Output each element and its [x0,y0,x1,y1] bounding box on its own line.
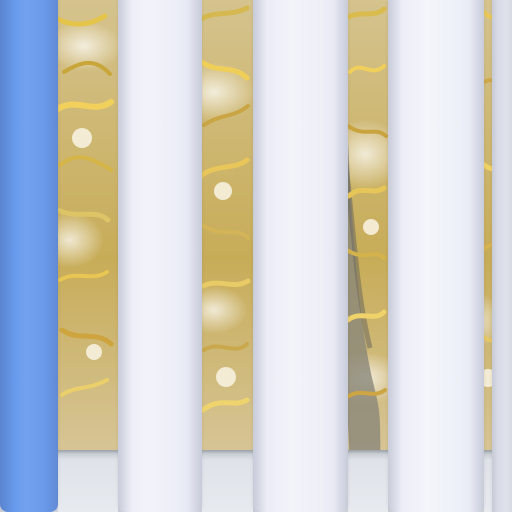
white-blind-slat-center [253,0,348,512]
white-blind-slat-edge [492,0,512,512]
white-blind-slat-right [388,0,484,512]
blue-blind-slat [0,0,58,512]
white-blind-slat-left [118,0,202,512]
